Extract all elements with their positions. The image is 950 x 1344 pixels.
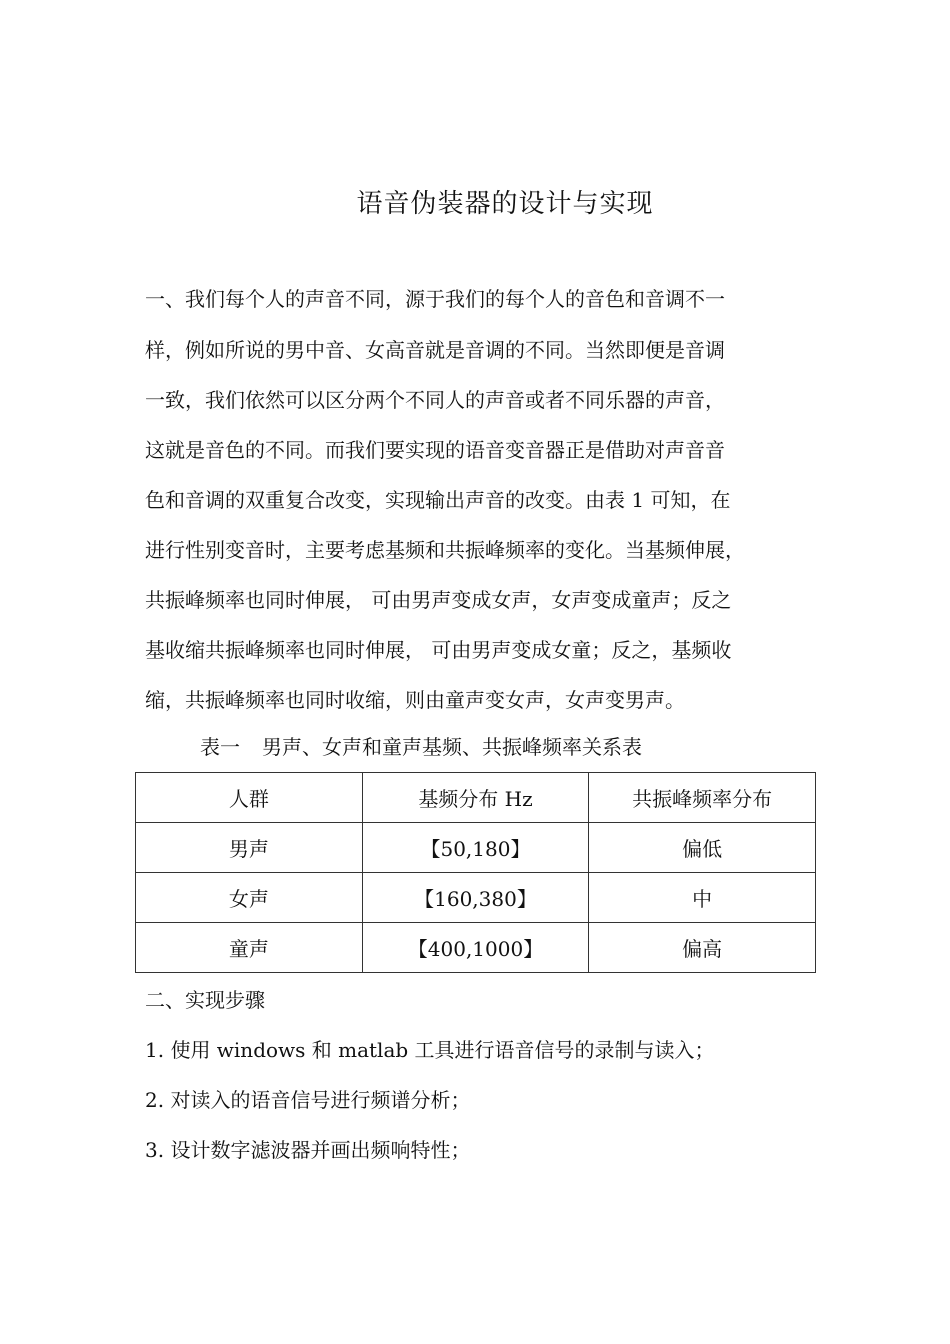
paragraph-line: 进行性别变音时，主要考虑基频和共振峰频率的变化。当基频伸展， [145, 538, 745, 562]
table-caption-label: 表一 [200, 735, 240, 759]
table-cell: 【160,380】 [362, 873, 589, 923]
table-header-cell: 共振峰频率分布 [589, 773, 816, 823]
paragraph-line: 共振峰频率也同时伸展， 可由男声变成女声，女声变成童声；反之 [145, 588, 732, 612]
paragraph-line: 样，例如所说的男中音、女高音就是音调的不同。当然即便是音调 [145, 338, 725, 362]
step-item: 3. 设计数字滤波器并画出频响特性； [145, 1138, 471, 1162]
table-cell: 男声 [136, 823, 363, 873]
section-heading: 二、实现步骤 [145, 988, 265, 1012]
frequency-table [135, 772, 816, 973]
table-cell: 【400,1000】 [362, 923, 589, 973]
step-item: 1. 使用 windows 和 matlab 工具进行语音信号的录制与读入； [145, 1038, 715, 1062]
table-cell: 【50,180】 [362, 823, 589, 873]
table-row [136, 873, 816, 923]
table-header-row [136, 773, 816, 823]
paragraph-line: 缩，共振峰频率也同时收缩，则由童声变女声，女声变男声。 [145, 688, 685, 712]
table-caption-text: 男声、女声和童声基频、共振峰频率关系表 [262, 735, 642, 759]
paragraph-line: 基收缩共振峰频率也同时伸展， 可由男声变成女童；反之，基频收 [145, 638, 732, 662]
paragraph-line: 这就是音色的不同。而我们要实现的语音变音器正是借助对声音音 [145, 438, 725, 462]
paragraph-line: 一、我们每个人的声音不同，源于我们的每个人的音色和音调不一 [145, 287, 725, 311]
paragraph-line: 一致，我们依然可以区分两个不同人的声音或者不同乐器的声音， [145, 388, 725, 412]
table-cell: 中 [589, 873, 816, 923]
table-cell: 童声 [136, 923, 363, 973]
table-caption [200, 733, 642, 761]
paragraph-line: 色和音调的双重复合改变，实现输出声音的改变。由表 1 可知，在 [145, 488, 731, 512]
table-header-cell: 基频分布 Hz [362, 773, 589, 823]
table-cell: 偏高 [589, 923, 816, 973]
page-title: 语音伪装器的设计与实现 [356, 189, 654, 219]
table-header-cell: 人群 [136, 773, 363, 823]
table-cell: 偏低 [589, 823, 816, 873]
step-item: 2. 对读入的语音信号进行频谱分析； [145, 1088, 471, 1112]
table-row [136, 923, 816, 973]
table-row [136, 823, 816, 873]
table-cell: 女声 [136, 873, 363, 923]
